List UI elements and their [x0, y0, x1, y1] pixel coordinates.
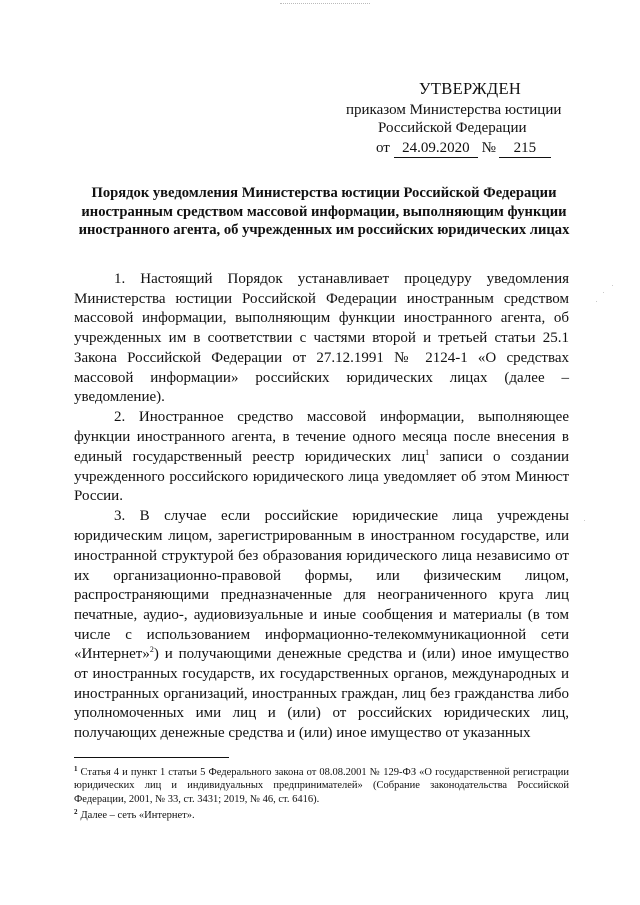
scan-speck: [612, 285, 613, 286]
paragraph-3-text-b: ) и получающими денежные средства и (или) иное имущество от иностранных государств, их государственных органов, международных и иностранных организаций, иностранных граждан, лиц без гражданства либо уполномоченных ими лиц и (или) от российских юридических лиц, получающих денежные средства и (или) иное имущество от указанных: [74, 646, 569, 742]
approval-ministry-line: Российской Федерации: [378, 120, 527, 136]
approval-date: 24.09.2020: [394, 139, 478, 158]
approval-order-line: приказом Министерства юстиции: [346, 102, 562, 118]
document-body: [74, 270, 569, 744]
footnote-2: [74, 806, 569, 822]
footnotes: [74, 763, 569, 823]
approval-date-line: [340, 139, 590, 158]
scan-artifact: [280, 3, 370, 4]
footnote-divider: [74, 757, 229, 758]
document-title: Порядок уведомления Министерства юстиции Российской Федерации иностранным средством массовой информации, выполняющим функции иностранного агента, об учрежденных им российских юридических лицах: [78, 185, 570, 238]
footnote-1-text: Статья 4 и пункт 1 статьи 5 Федерального закона от 08.08.2001 № 129-ФЗ «О государственной регистрации юридических лиц и индивидуальных предпринимателей» (Собрание законодательства Российской Федерации, 2001, № 33, ст. 3431; 2019, № 46, ст. 6416).: [74, 767, 569, 805]
footnote-2-label: 2: [74, 808, 78, 817]
paragraph-3: [74, 507, 569, 743]
paragraph-2-text-a: 2. Иностранное средство массовой информации, выполняющее функции иностранного агента, в течение одного месяца после внесения в единый государственный реестр юридических лиц: [74, 409, 569, 465]
footnote-2-text: Далее – сеть «Интернет».: [80, 810, 195, 822]
scan-speck: [584, 520, 585, 521]
footnote-ref-1: 1: [425, 447, 430, 457]
footnote-1-label: 1: [74, 765, 78, 773]
approval-title: УТВЕРЖДЕН: [418, 79, 522, 98]
footnote-1: [74, 763, 569, 806]
approval-number-sign: №: [481, 140, 496, 156]
approval-number: 215: [499, 139, 551, 158]
approval-date-prefix: от: [376, 140, 390, 156]
approval-stamp-block: [340, 80, 590, 158]
paragraph-3-text-a: 3. В случае если российские юридические лица учреждены юридическим лицом, зарегистрированным в иностранном государстве, или иностранной структурой без образования юридического лица независимо от их организационно-правовой формы, или физическим лицом, распространяющими предназначенные для неограниченного круга лиц печатные, аудио-, аудиовизуальные и иные сообщения и материалы (в том числе с использованием информационно-телекоммуникационной сети «Интернет»: [74, 508, 569, 663]
paragraph-2: [74, 408, 569, 507]
footnote-ref-2: 2: [149, 645, 154, 655]
paragraph-2-text-b: записи о создании учрежденного российского юридического лица уведомляет об этом Минюст России.: [74, 448, 569, 505]
scan-speck: [596, 301, 597, 302]
scan-speck: [603, 292, 604, 293]
paragraph-1: 1. Настоящий Порядок устанавливает процедуру уведомления Министерства юстиции Российской Федерации иностранным средством массовой информации, выполняющим функции иностранного агента, об учрежденных им в соответствии с частями второй и третьей статьи 25.1 Закона Российской Федерации от 27.12.1991 № 2124-1 «О средствах массовой информации» российских юридических лицах (далее – уведомление).: [74, 271, 569, 406]
